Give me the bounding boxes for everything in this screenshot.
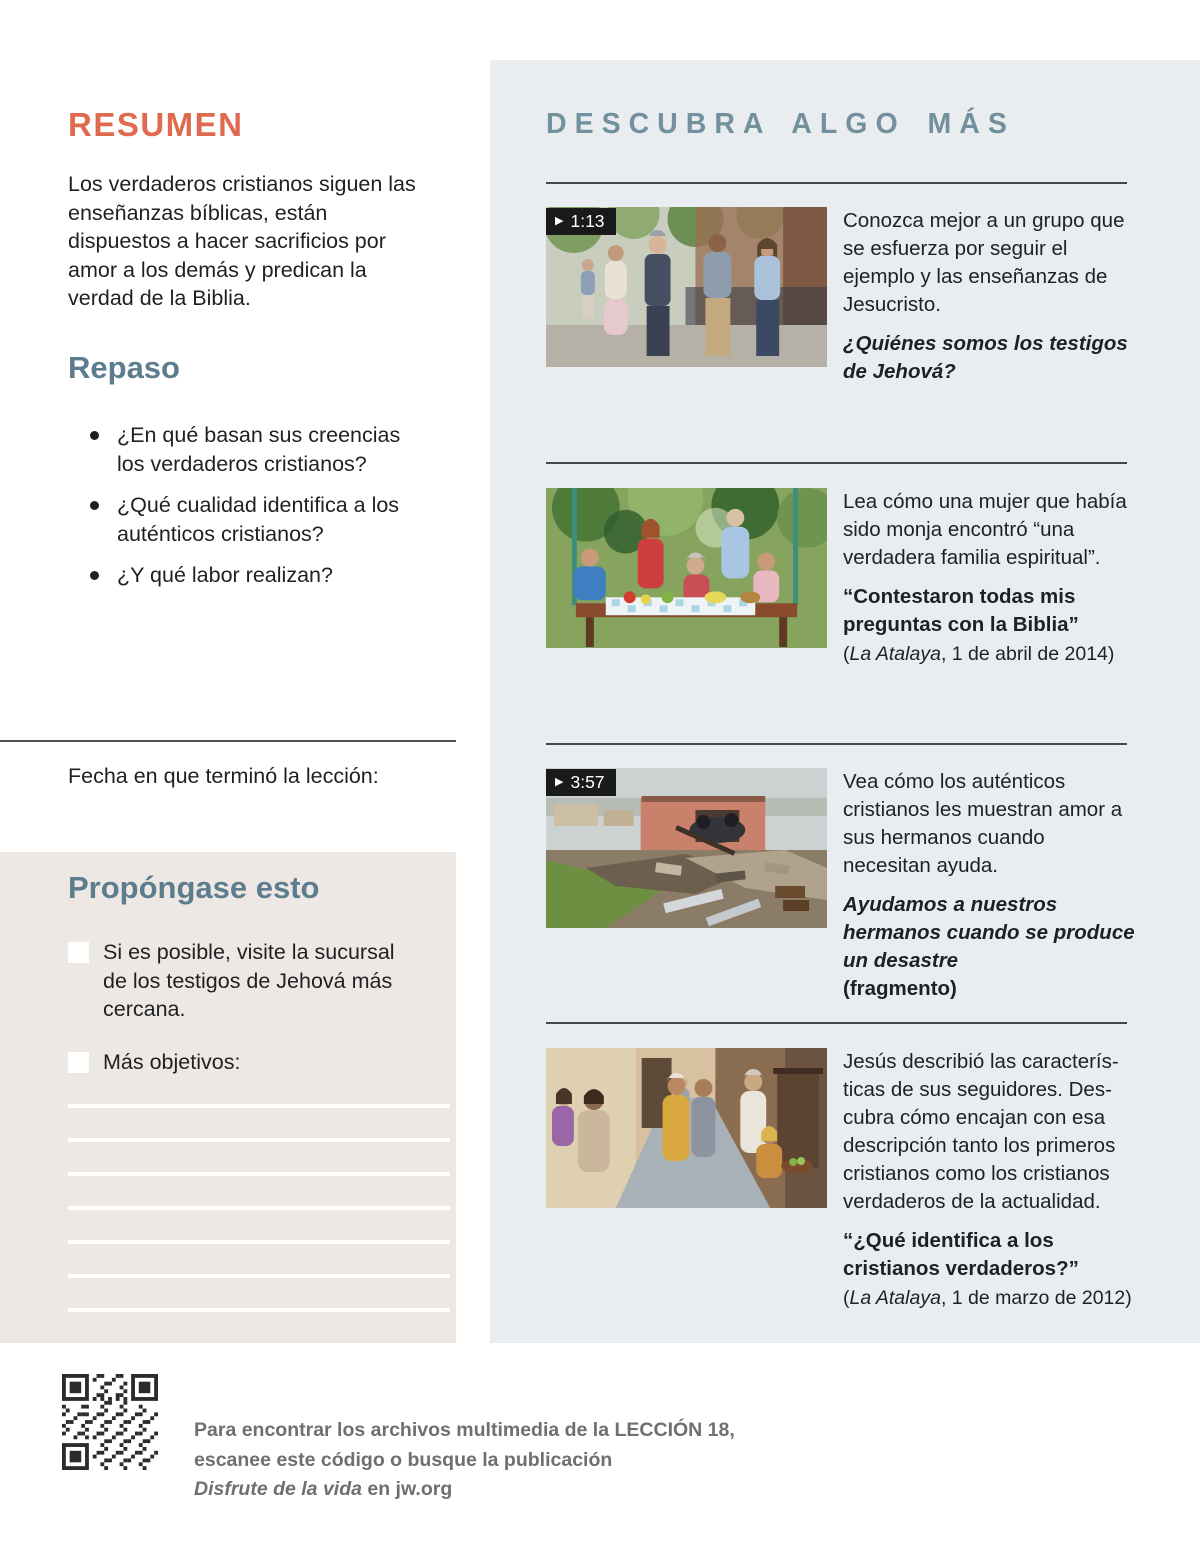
footer-line3-rest: en jw.org xyxy=(361,1478,453,1500)
writing-line[interactable] xyxy=(68,1104,450,1108)
checkbox[interactable] xyxy=(68,1052,89,1073)
completion-date-label: Fecha en que terminó la lección: xyxy=(68,764,379,788)
item-title[interactable]: “Contestaron todas mis preguntas con la Biblia” xyxy=(843,585,1079,636)
item-title-suffix: (fragmento) xyxy=(843,977,957,1000)
item-source xyxy=(843,641,1137,668)
source-date: , 1 de marzo de 2012) xyxy=(940,1287,1132,1309)
writing-line[interactable] xyxy=(68,1274,450,1278)
divider xyxy=(546,462,1127,464)
writing-line[interactable] xyxy=(68,1308,450,1312)
article-thumbnail[interactable] xyxy=(546,488,827,648)
checkbox[interactable] xyxy=(68,942,89,963)
writing-line[interactable] xyxy=(68,1172,450,1176)
footer-publication-name: Disfrute de la vida xyxy=(194,1478,362,1500)
source-publication: La Atalaya xyxy=(849,643,941,665)
goal-label: Si es posible, visite la sucursal de los testigos de Jehová más cercana. xyxy=(103,940,395,1021)
media-item xyxy=(546,207,1146,467)
item-title[interactable]: ¿Quiénes somos los testigos de Jehová? xyxy=(843,332,1128,383)
goal-item xyxy=(68,938,424,1024)
source-date: , 1 de abril de 2014) xyxy=(940,643,1115,665)
goal-label: Más objetivos: xyxy=(103,1050,241,1074)
article-thumbnail[interactable] xyxy=(546,1048,827,1208)
resumen-heading: RESUMEN xyxy=(68,106,244,143)
first-century-christians-image xyxy=(546,1048,827,1208)
play-icon: ▶ xyxy=(555,775,564,788)
video-thumbnail[interactable] xyxy=(546,207,827,367)
goal-item xyxy=(68,1048,424,1077)
repaso-bullet: ¿Qué cualidad identifica a los auténticos cristianos? xyxy=(88,491,428,548)
media-item xyxy=(546,488,1146,748)
writing-line[interactable] xyxy=(68,1206,450,1210)
video-duration-badge xyxy=(546,208,616,235)
source-publication: La Atalaya xyxy=(849,1287,941,1309)
source-open: ( xyxy=(843,1287,850,1309)
item-source xyxy=(843,1285,1137,1312)
media-item-text xyxy=(843,768,1137,1003)
divider xyxy=(0,740,456,742)
item-description: Vea cómo los auténticos cristianos les muestran amor a sus hermanos cuando necesitan ayuda. xyxy=(843,770,1123,877)
repaso-bullet: ¿En qué basan sus creencias los verdaderos cristianos? xyxy=(88,421,428,478)
repaso-bullet: ¿Y qué labor realizan? xyxy=(88,561,428,590)
item-description: Lea cómo una mujer que había sido monja encontró “una verdadera familia espiritual”. xyxy=(843,490,1127,569)
footer-note xyxy=(194,1416,794,1505)
repaso-heading: Repaso xyxy=(68,350,180,385)
video-duration: 1:13 xyxy=(570,211,605,231)
resumen-text: Los verdaderos cristianos siguen las enseñanzas bíblicas, están dispuestos a hacer sacrificios por amor a los demás y predican la verdad de la Biblia. xyxy=(68,172,416,310)
picnic-family-image xyxy=(546,488,827,648)
video-duration-badge xyxy=(546,769,616,796)
qr-code xyxy=(62,1374,158,1470)
goals-box xyxy=(0,852,456,1343)
footer-line2: escanee este código o busque la publicación xyxy=(194,1448,613,1471)
media-item xyxy=(546,1048,1146,1328)
play-icon: ▶ xyxy=(555,214,564,227)
media-item xyxy=(546,768,1146,1028)
media-item-text xyxy=(843,207,1137,386)
repaso-list xyxy=(88,421,428,603)
video-thumbnail[interactable] xyxy=(546,768,827,928)
divider xyxy=(546,1022,1127,1024)
writing-line[interactable] xyxy=(68,1138,450,1142)
media-item-text xyxy=(843,488,1137,668)
item-description: Jesús describió las características de sus seguidores. Descubra cómo encajan con esa descripción tanto los primeros cristianos como los cristianos verdaderos de la actualidad. xyxy=(843,1050,1119,1213)
source-open: ( xyxy=(843,643,850,665)
item-title[interactable]: “¿Qué identifica a los cristianos verdaderos?” xyxy=(843,1229,1079,1280)
discover-panel xyxy=(490,60,1200,1343)
writing-line[interactable] xyxy=(68,1240,450,1244)
divider xyxy=(546,182,1127,184)
media-item-text xyxy=(843,1048,1137,1312)
divider xyxy=(546,743,1127,745)
footer-line1: Para encontrar los archivos multimedia de la LECCIÓN 18, xyxy=(194,1419,735,1441)
item-title[interactable]: Ayudamos a nuestros hermanos cuando se produce un desastre xyxy=(843,893,1135,972)
item-description: Conozca mejor a un grupo que se esfuerza por seguir el ejemplo y las enseñanzas de Jesucristo. xyxy=(843,209,1125,316)
video-duration: 3:57 xyxy=(570,772,605,792)
goals-heading: Propóngase esto xyxy=(68,870,320,905)
discover-heading: DESCUBRA ALGO MÁS xyxy=(546,108,1015,140)
